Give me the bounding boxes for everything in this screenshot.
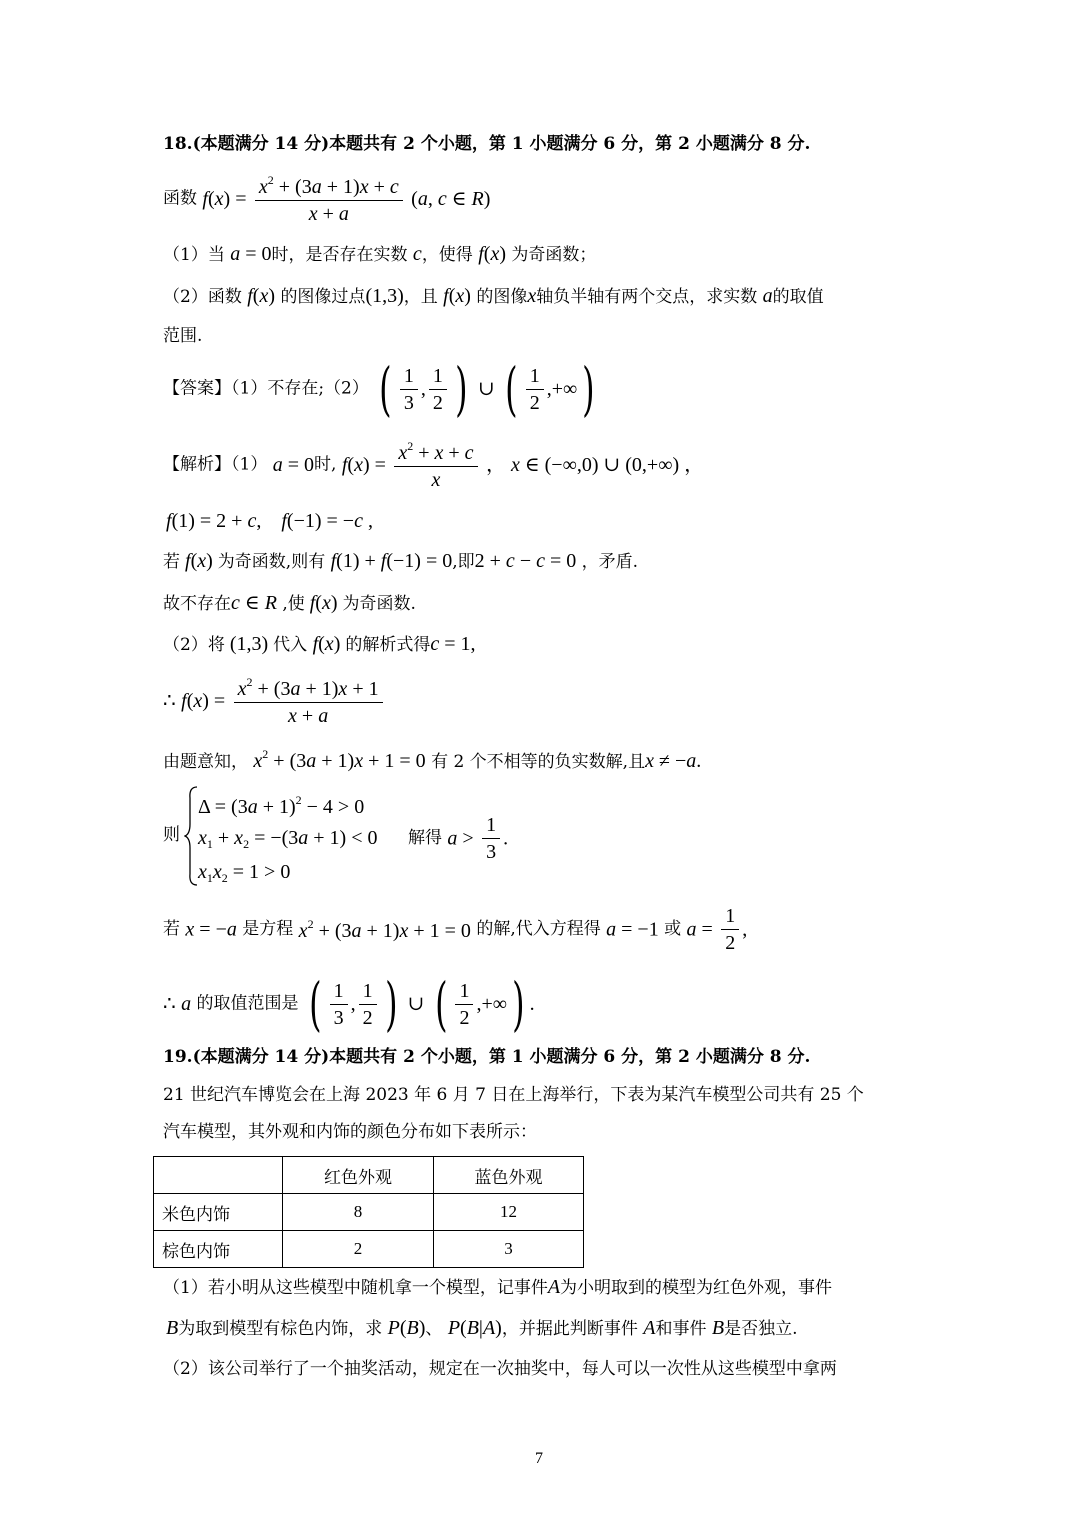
- page-number: 7: [535, 1450, 543, 1467]
- q18-contradiction: 若 f(x) 为奇函数,则有 f(1) + f(−1) = 0,即2 + c − c = 0 ，矛盾.: [163, 550, 639, 572]
- table-cell: 棕色内饰: [154, 1231, 283, 1268]
- table-row: [154, 1231, 584, 1268]
- q18-part2-cont: 范围.: [163, 326, 203, 346]
- q18-therefore-f: ∴ f(x) = $\frac{x^2 + (3a + 1)x + 1}{x + a}$: [163, 676, 386, 726]
- q19-part1-line1: （1）若小明从这些模型中随机拿一个模型，记事件A为小明取到的模型为红色外观，事件: [163, 1276, 833, 1298]
- q19-intro-2: 汽车模型，其外观和内饰的颜色分布如下表所示：: [163, 1122, 537, 1142]
- q18-root-check: 若 x = −a 是方程 $x^2 + (3a + 1)x + 1 = 0$ 的解,代入方程得 a = −1 或 a = $\frac{1}{2}$ ,: [163, 905, 748, 954]
- table-cell: 3: [434, 1231, 584, 1268]
- q19-part1-line2: B为取到模型有棕色内饰，求 P(B)、 P(B|A)，并据此判断事件 A和事件 B是否独立.: [166, 1317, 798, 1339]
- fn-label: 函数: [163, 188, 197, 209]
- q19-header: 19.(本题满分 14 分)本题共有 2 个小题，第 1 小题满分 6 分，第 2 小题满分 8 分.: [163, 1047, 811, 1067]
- q18-part1: （1）当 a = 0时，是否存在实数 c，使得 f(x) 为奇函数；: [163, 243, 597, 265]
- brace-icon: [184, 786, 198, 886]
- table-header-cell: [154, 1157, 283, 1194]
- q18-then-label: 则: [163, 825, 180, 845]
- table-cell: 8: [283, 1194, 434, 1231]
- table-header-cell: 红色外观: [283, 1157, 434, 1194]
- q18-part2: （2）函数 f(x) 的图像过点(1,3)，且 f(x) 的图像x轴负半轴有两个交点，求实数 a的取值: [163, 285, 824, 307]
- table-cell: 米色内饰: [154, 1194, 283, 1231]
- q18-function-def: 函数 f(x) = $\frac{x^2 + (3a + 1)x + c}{x + a}$ (a, c ∈ R): [163, 173, 491, 225]
- table-header-row: [154, 1157, 584, 1194]
- q19-intro-1: 21 世纪汽车博览会在上海 2023 年 6 月 7 日在上海举行，下表为某汽车模型公司共有 25 个: [163, 1085, 864, 1105]
- q18-sys-line3: $x_1x_2 = 1 > 0$: [198, 861, 291, 885]
- q18-analysis: 【解析】（1） a = 0时, f(x) = $\frac{x^2 + x + c}{x}$ ， x ∈ (−∞,0) ∪ (0,+∞) ，: [163, 439, 705, 491]
- q18-substitute: （2）将 (1,3) 代入 f(x) 的解析式得c = 1,: [163, 633, 476, 655]
- q18-range: ∴ a 的取值范围是 ( $\frac{1}{3}$ , $\frac{1}{2}$ ) ∪ ( $\frac{1}{2}$ ,+∞) .: [163, 970, 535, 1038]
- q18-condition: 由题意知， $x^2 + (3a + 1)x + 1 = 0$ 有 2 个不相等的负实数解,且x ≠ −a.: [163, 747, 702, 772]
- q18-solve: 解得 a > $\frac{1}{3}$ .: [408, 814, 509, 863]
- q18-sys-line2: $x_1 + x_2 = -(3a + 1) < 0$: [198, 827, 378, 851]
- table-cell: 12: [434, 1194, 584, 1231]
- q19-part2-line1: （2）该公司举行了一个抽奖活动，规定在一次抽奖中，每人可以一次性从这些模型中拿两: [163, 1359, 837, 1379]
- fn-fraction: $\frac{x^2 + (3a + 1)x + c}{x + a}$: [255, 174, 403, 224]
- q18-values: f(1) = 2 + c, f(−1) = −c ,: [166, 510, 373, 532]
- q18-sys-line1: $\Delta = (3a + 1)^2 - 4 > 0$: [198, 793, 365, 818]
- q18-answer: 【答案】（1）不存在;（2） ( $\frac{1}{3}$ , $\frac{1}{2}$ ) ∪ ( $\frac{1}{2}$ ,+∞): [163, 355, 595, 423]
- table-cell: 2: [283, 1231, 434, 1268]
- q18-header: 18.(本题满分 14 分)本题共有 2 个小题，第 1 小题满分 6 分，第 2 小题满分 8 分.: [163, 134, 811, 154]
- q18-not-exist: 故不存在c ∈ R ,使 f(x) 为奇函数.: [163, 592, 416, 614]
- table-row: [154, 1194, 584, 1231]
- table-header-cell: 蓝色外观: [434, 1157, 584, 1194]
- color-distribution-table: [153, 1156, 584, 1268]
